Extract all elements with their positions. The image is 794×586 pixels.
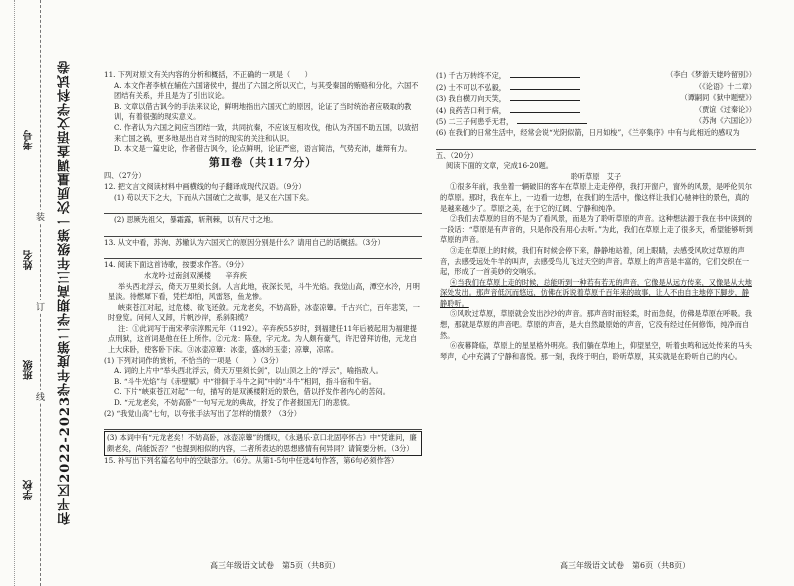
reading-stem: 阅读下面的文章，完成16-20题。 [446,161,553,171]
essay-paragraph-5: ⑤风吹过草原，草原就会发出沙沙的声音。那声音时而轻柔，时而急促，仿佛是草原在呼吸。我想，那就是草原的声音吧。草原的声音，是大自然最原始的声音，它没有经过任何修饰，纯净而自然。 [440,309,752,340]
field-school: 学校 [24,480,35,500]
fill-blank[interactable] [510,70,580,78]
fill-item-4 [436,105,756,117]
q11-option-a: A. 本文作者李桢在辅佐六国诸侯中，提出了六国之所以灭亡，与其受秦国的贿赂和分化，六国不团结有关系，并且是为了引出议论。 [114,80,419,101]
fill-item-4-source: （贾谊《过秦论》） [694,104,756,114]
fill-item-3 [436,93,756,105]
q14-sub-2: (2) “我觉山高”七句，以夸张手法写出了怎样的情景？（3分） [104,408,301,418]
q14-sub-3-box: (3) 本词中有“元龙老矣！不妨高卧，冰壶凉簟”的慨叹，《永遇乐·京口北固亭怀古》中“凭谁问，廉颇老矣，尚能饭否？”也提到相似的内容，二者所表达的思想感情有何异同？请简要分析。（3分） [104,431,422,456]
fill-item-2-text: (2) 士不可以不弘毅， [436,82,506,92]
fill-item-1-text: (1) 千古万转终不定， [436,71,506,80]
essay-paragraph-6: ⑥夜幕降临，草原上的星星格外明亮。我们躺在草地上，仰望星空，听着虫鸣和远处传来的马头琴声，心中充满了宁静和喜悦。那一刻，我终于明白，聆听草原，其实就是在聆听自己的内心。 [440,341,752,361]
vertical-exam-title: 和平区2022-2023学年度第二学期高三年级第一次质量调查语文学科试卷 [58,60,73,525]
q14-sub-1-a: A. 词的上片中“举头西北浮云，倚天万里须长剑”，以山顶之上的“浮云”，喻指敌人。 [114,366,383,376]
binding-outer-line [14,0,15,586]
cut-mark-3: 线 [36,390,45,403]
essay-paragraph-1: ①很多年前，我坐着一辆破旧的客车在草原上走走停停，我打开窗户，窗外的风景，是呼伦贝尔的草原。那时，我在车上，一边看一边想，在我们的生活中，像这样让我们心驰神往的景色，真的是越来越少了。草原之美，在于它的辽阔、宁静和纯净。 [440,182,752,213]
q11-stem: 11. 下列对原文有关内容的分析和概括，不正确的一项是（ ） [104,70,312,79]
q14-sub-1: (1) 下列对词作的赏析，不恰当的一项是（ ）（3分） [104,355,283,365]
fill-item-5-text: (5) 二三子何患乎无君， [436,117,514,127]
answer-line[interactable] [104,420,422,430]
q11-option-b: B. 文章以借古讽今的手法来议论，鲜明地指出六国灭亡的原因，论证了当时统治者应吸取的教训，有着很强的现实意义。 [114,101,412,122]
poem-stanza-1: 举头西北浮云，倚天万里须长剑。人言此地，夜深长见，斗牛光焰。我觉山高，潭空水冷，月明星淡。待燃犀下看，凭栏却怕，风雷怒，鱼龙惨。 [108,281,420,302]
fill-item-5-source: （苏洵《六国论》） [694,116,756,126]
cut-mark-2: 订 [36,300,45,313]
fill-item-2-source: （《论语》十二章） [694,81,756,91]
footer-page-5: 高三年级语文试卷 第5页（共8页） [210,561,341,570]
essay-title: 聆听草原 艾子 [570,171,622,181]
q14-sub-1-d: D. “元龙老矣，不妨高卧”一句写元龙的典故，抒发了作者报国无门的悲愤。 [114,398,355,408]
footer-page-6: 高三年级语文试卷 第6页（共8页） [560,561,691,570]
fill-blank[interactable] [510,82,580,90]
poem-note: 注：①此词写于南宋孝宗淳熙元年（1192）。辛弃疾55岁时，到福建任11年后被起用为福建提点刑狱，这首词是他在任上所作。②元龙：陈登，字元龙。为人颇有豪气，许汜曾拜访他，元龙自上大床卧，使客卧下床。③冰壶凉簟：冰壶，盛冰的玉壶；凉簟，凉席。 [108,323,418,355]
q12-stem: 12. 把文言文阅读材料中画横线的句子翻译成现代汉语。（9分） [104,181,306,191]
section-2-heading: 第Ⅱ卷（共117分） [208,155,318,169]
fill-blank[interactable] [510,105,580,113]
q14-stem: 14. 阅读下面这首诗歌，按要求作答。（9分） [104,260,249,270]
q12-item-2: (2) 思厥先祖父，暴霜露，斩荆棘，以有尺寸之地。 [114,215,278,225]
essay-paragraph-2: ②我们去草原的目的不是为了看风景，而是为了聆听草原的声音。这种想法源于我在书中读到的一段话：“草原是有声音的，只是你没有用心去听。”为此，我们在草原上走了很多天，希望能够听到草原的声音。 [440,214,753,245]
essay-paragraph-3: ③走在草原上的时候，我们有时候会停下来，静静地站着，闭上眼睛，去感受风吹过草原的声音，去感受远处牛羊的叫声，去感受鸟儿飞过天空的声音。草原上的声音是丰富的，它们交织在一起，形成了一首美妙的交响乐。 [440,245,750,277]
field-exam-no: 考号 [24,130,35,150]
poem-title: 水龙吟·过南剑双溪楼 辛弃疾 [144,270,247,280]
page-6-column [436,70,756,362]
q14-sub-1-c: C. 下片“峡束苍江对起”一句，描写的是双溪楼附近的景色，借以抒发作者内心的苦闷。 [114,387,390,397]
answer-line[interactable] [436,140,756,150]
cut-mark-1: 装 [36,210,45,223]
fill-item-3-source: （谭嗣同《狱中题壁》） [680,93,756,103]
q12-item-1: (1) 苟以天下之大，下而从六国破亡之故事，是又在六国下矣。 [114,192,314,202]
fill-item-5 [436,116,756,128]
fill-item-2 [436,82,756,94]
q13-stem: 13. 从文中看，苏洵、苏辙认为六国灭亡的原因分别是什么？请用自己的话概括。（3分） [104,237,385,247]
fill-item-1-source: （李白《梦游天姥吟留别》） [666,70,756,79]
answer-line[interactable] [104,249,422,259]
binding-cut-line [40,0,41,586]
field-name: 姓名 [24,250,35,270]
answer-line[interactable] [104,227,422,237]
q15-stem: 15. 补写出下列名篇名句中的空缺部分。（6分。从第1-5句中任选4句作答，第6句必须作答） [104,456,399,466]
fill-item-4-text: (4) 良药苦口利于病， [436,105,506,115]
fill-blank[interactable] [517,116,587,124]
page-5-column [104,70,422,467]
section-5-heading: 五、（20分） [436,150,478,160]
q14-sub-1-b: B. “斗牛光焰”与《赤壁赋》中“徘徊于斗牛之间”中的“斗牛”相同，指斗宿和牛宿。 [114,376,376,386]
q11-option-c: C. 作者认为六国之间应当团结一致，共同抗秦，不应该互相攻伐，他认为齐国不助五国，以致招来亡国之祸，更多地是出自对当时的现实的关注和认识。 [114,122,419,143]
fill-item-1 [436,70,756,82]
q11-option-d: D. 本文是一篇史论，作者借古讽今，论点鲜明，论证严密，语言简洁，气势充沛，雄辩有力。 [114,144,412,154]
fill-item-3-text: (3) 我自横刀向天笑， [436,94,506,104]
essay-paragraph-4-underlined: ④当我们在草原上走的时候，总能听到一种若有若无的声音，它像是从远方传来，又像是从大地深处发出。那声音低沉而悠远，仿佛在诉说着草原千百年来的故事，让人不由自主地停下脚步，静静聆听。 [440,277,752,308]
fill-item-6: (6) 在我们的日常生活中，经常会说“光阴似箭，日月如梭”，《兰亭集序》中有与此相近的感叹为 [436,127,740,137]
answer-line[interactable] [104,204,422,214]
fill-blank[interactable] [510,93,580,101]
section-4-heading: 四、（27分） [104,171,146,181]
poem-stanza-2: 峡束苍江对起，过危楼、欲飞还敛。元龙老矣，不妨高卧，冰壶凉簟。千古兴亡，百年悲笑，一时登览。问何人又卸，片帆沙岸，系斜阳缆？ [108,302,420,323]
field-class: 班级 [24,360,35,380]
